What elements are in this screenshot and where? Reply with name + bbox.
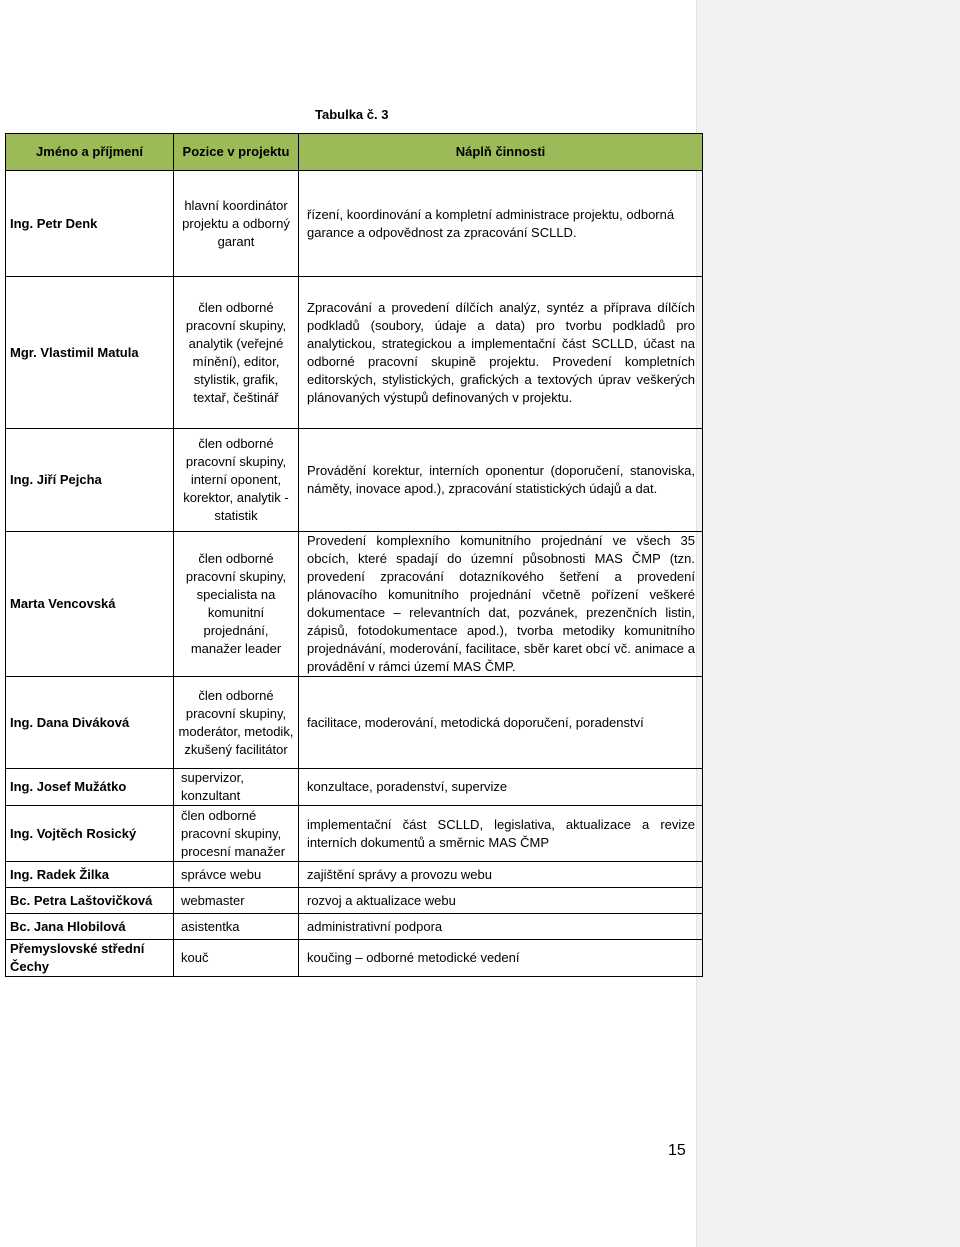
table-row: [6, 940, 703, 977]
table-row: [6, 914, 703, 940]
project-team-table: [5, 133, 703, 977]
table-row: [6, 806, 703, 862]
comment-margin: [696, 0, 960, 1247]
person-position: kouč: [174, 940, 299, 977]
person-name: Ing. Jiří Pejcha: [6, 429, 174, 532]
person-position: člen odborné pracovní skupiny, analytik (veřejné mínění), editor, stylistik, grafik, textař, češtinář: [174, 277, 299, 429]
person-name: Ing. Dana Diváková: [6, 677, 174, 769]
person-tasks: zajištění správy a provozu webu: [299, 862, 703, 888]
person-name: Ing. Radek Žilka: [6, 862, 174, 888]
person-position: člen odborné pracovní skupiny, moderátor, metodik, zkušený facilitátor: [174, 677, 299, 769]
person-name: Bc. Jana Hlobilová: [6, 914, 174, 940]
header-position: Pozice v projektu: [174, 134, 299, 171]
person-tasks: řízení, koordinování a kompletní administrace projektu, odborná garance a odpovědnost za zpracování SCLLD.: [299, 171, 703, 277]
table-row: [6, 532, 703, 677]
person-name: Ing. Josef Mužátko: [6, 769, 174, 806]
table-row: [6, 769, 703, 806]
person-tasks: koučing – odborné metodické vedení: [299, 940, 703, 977]
table-row: [6, 888, 703, 914]
person-tasks: implementační část SCLLD, legislativa, aktualizace a revize interních dokumentů a směrnic MAS ČMP: [299, 806, 703, 862]
person-tasks: administrativní podpora: [299, 914, 703, 940]
person-name: Mgr. Vlastimil Matula: [6, 277, 174, 429]
table-row: [6, 862, 703, 888]
person-name: Marta Vencovská: [6, 532, 174, 677]
person-tasks: Provádění korektur, interních oponentur (doporučení, stanoviska, náměty, inovace apod.), zpracování statistických údajů a dat.: [299, 429, 703, 532]
header-tasks: Náplň činnosti: [299, 134, 703, 171]
table-row: [6, 171, 703, 277]
person-position: člen odborné pracovní skupiny, interní oponent, korektor, analytik - statistik: [174, 429, 299, 532]
table-header-row: [6, 134, 703, 171]
table-row: [6, 429, 703, 532]
person-position: hlavní koordinátor projektu a odborný garant: [174, 171, 299, 277]
page-number: 15: [668, 1142, 686, 1159]
table-row: [6, 677, 703, 769]
person-tasks: konzultace, poradenství, supervize: [299, 769, 703, 806]
person-position: člen odborné pracovní skupiny, specialista na komunitní projednání, manažer leader: [174, 532, 299, 677]
person-position: člen odborné pracovní skupiny, procesní manažer: [174, 806, 299, 862]
person-tasks: Provedení komplexního komunitního projednání ve všech 35 obcích, které spadají do územní působnosti MAS ČMP (tzn. provedení zpracování dotazníkového šetření a provedení plánovacího komunitního projednání včetně pořízení veškeré dokumentace – relevantních dat, pozvánek, prezenčních listin, zápisů, fotodokumentace apod.), tvorba metodiky komunitního projednávání, moderování, facilitace, sběr karet obcí vč. animace a provádění v rámci území MAS ČMP.: [299, 532, 703, 677]
person-name: Ing. Petr Denk: [6, 171, 174, 277]
person-tasks: facilitace, moderování, metodická doporučení, poradenství: [299, 677, 703, 769]
person-name: Ing. Vojtěch Rosický: [6, 806, 174, 862]
person-name: Přemyslovské střední Čechy: [6, 940, 174, 977]
person-tasks: Zpracování a provedení dílčích analýz, syntéz a příprava dílčích podkladů (soubory, údaje a data) pro tvorbu podkladů pro analytickou, strategickou a implementační část SCLLD, účast na odborné pracovní skupině projektu. Provedení kompletních editorských, stylistických, grafických a textových úprav veškerých plánovaných výstupů definovaných v projektu.: [299, 277, 703, 429]
table-row: [6, 277, 703, 429]
header-name: Jméno a příjmení: [6, 134, 174, 171]
person-tasks: rozvoj a aktualizace webu: [299, 888, 703, 914]
person-position: správce webu: [174, 862, 299, 888]
person-position: supervizor, konzultant: [174, 769, 299, 806]
person-name: Bc. Petra Laštovičková: [6, 888, 174, 914]
person-position: webmaster: [174, 888, 299, 914]
person-position: asistentka: [174, 914, 299, 940]
table-caption: Tabulka č. 3: [315, 107, 389, 122]
